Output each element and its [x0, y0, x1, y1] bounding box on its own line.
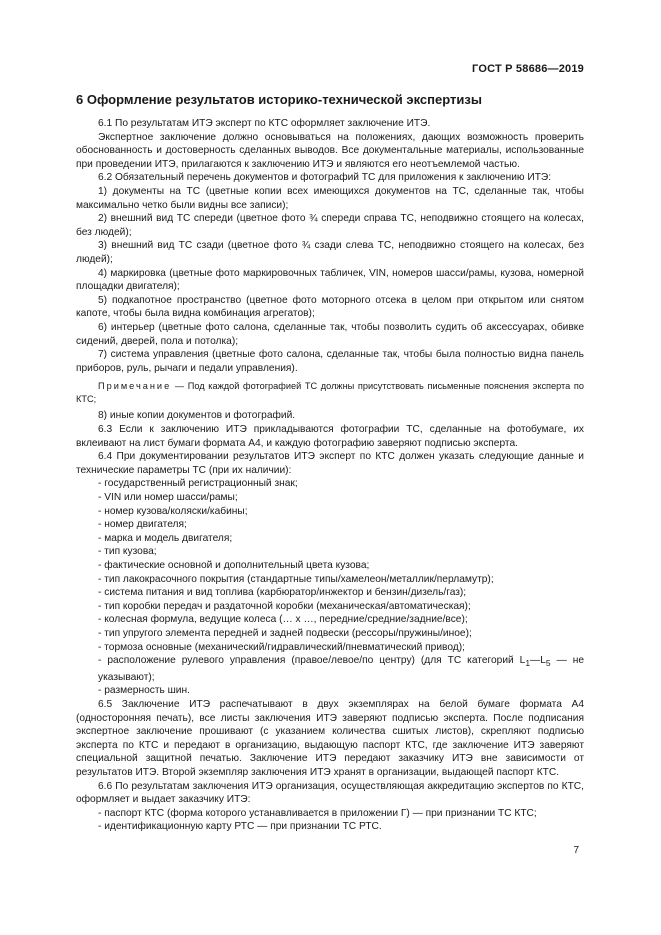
list-item: 3) внешний вид ТС сзади (цветное фото ¾ сзади слева ТС, неподвижно стоящего на колесах, без людей);	[76, 240, 584, 265]
list-item: - номер кузова/коляски/кабины;	[98, 505, 248, 517]
list-item: - номер двигателя;	[98, 519, 187, 531]
paragraph-6-2-intro: 6.2 Обязательный перечень документов и фотографий ТС для приложения к заключению ИТЭ:	[98, 172, 552, 184]
list-item: - идентификационную карту РТС — при признании ТС РТС.	[98, 821, 382, 833]
list-item: - паспорт КТС (форма которого устанавливается в приложении Г) — при признании ТС КТС;	[98, 807, 537, 819]
paragraph-6-3: 6.3 Если к заключению ИТЭ прикладываются фотографии ТС, сделанные на фотобумаге, их вклеивают на лист бумаги формата А4, и каждую фотографию заверяют подписью эксперта.	[76, 424, 584, 449]
list-item: - фактические основной и дополнительный цвета кузова;	[98, 560, 370, 571]
list-item: - размерность шин.	[98, 685, 190, 697]
subscript: 5	[545, 658, 551, 669]
steering-range: —L	[530, 655, 546, 667]
list-item: 2) внешний вид ТС спереди (цветное фото ¾ спереди справа ТС, неподвижно стоящего на колесах, без людей);	[76, 213, 584, 238]
list-item: 7) система управления (цветные фото салона, сделанные так, чтобы была полностью видна панель приборов, руль, рычаги и педали управления).	[76, 349, 584, 374]
paragraph-6-1-body: Экспертное заключение должно основываться на положениях, дающих возможность проверить обоснованность и достоверность сделанных выводов. Все документальные материалы, использованные при проведении ИТЭ, прилагаются к заключению ИТЭ и являются его неотъемлемой частью.	[76, 131, 584, 170]
document-body	[76, 92, 584, 834]
list-item: - колесная формула, ведущие колеса (… х …, передние/средние/задние/все);	[98, 614, 468, 626]
list-item-steering	[76, 654, 584, 684]
list-item: 6) интерьер (цветные фото салона, сделанные так, чтобы позволить судить об аксессуарах, обивке сидений, дверей, пола и потолка);	[76, 321, 584, 347]
note-text: — Под каждой фотографией ТС должны присутствовать письменные пояснения эксперта по КТС;	[76, 381, 584, 404]
standard-designation: ГОСТ Р 58686—2019	[472, 63, 584, 75]
list-item: 8) иные копии документов и фотографий.	[98, 410, 296, 422]
steering-text-end: — не указывают);	[98, 655, 585, 683]
paragraph-6-1: 6.1 По результатам ИТЭ эксперт по КТС оформляет заключение ИТЭ.	[98, 118, 431, 129]
section-title: 6 Оформление результатов историко-технической экспертизы	[76, 92, 482, 107]
steering-text: - расположение рулевого управления (правое/левое/по центру) (для ТС категорий L	[98, 655, 526, 667]
list-item: - система питания и вид топлива (карбюратор/инжектор и бензин/дизель/газ);	[98, 587, 467, 599]
list-item: 4) маркировка (цветные фото маркировочных табличек, VIN, номеров шасси/рамы, кузова, номерной площадки двигателя);	[76, 267, 584, 293]
list-item: - марка и модель двигателя;	[98, 532, 233, 544]
subscript: 1	[525, 658, 531, 669]
list-item: - тормоза основные (механический/гидравлический/пневматический привод);	[98, 641, 465, 653]
paragraph-6-4-intro: 6.4 При документировании результатов ИТЭ эксперт по КТС должен указать следующие данные и технические параметры ТС (при их наличии):	[76, 451, 584, 476]
list-item: - VIN или номер шасси/рамы;	[98, 492, 238, 504]
list-item: - государственный регистрационный знак;	[98, 478, 298, 490]
page-number: 7	[573, 845, 579, 856]
list-item: 5) подкапотное пространство (цветное фото моторного отсека в целом при открытом или снятом капоте, чтобы была видна комбинация агрегатов);	[76, 294, 584, 320]
paragraph-6-5: 6.5 Заключение ИТЭ распечатывают в двух экземплярах на белой бумаге формата А4 (односторонняя печать), все листы заключения ИТЭ заверяют подписью эксперта. После подписания экспертное заключение прошивают (с указанием количества сшитых листов), скрепляют подписью эксперта по КТС и передают в организацию, выдающую паспорт КТС, где заключение ИТЭ заверяют специальной защитной печатью. Заключение ИТЭ передают заказчику ИТЭ вне зависимости от результатов ИТЭ. Второй экземпляр заключения ИТЭ хранят в организации, выдающей паспорт КТС.	[76, 698, 584, 778]
list-item: - тип кузова;	[98, 546, 157, 558]
list-item: - тип коробки передач и раздаточной коробки (механическая/автоматическая);	[98, 600, 471, 612]
note	[76, 380, 584, 405]
list-item: - тип лакокрасочного покрытия (стандартные типы/хамелеон/металлик/перламутр);	[98, 573, 494, 585]
paragraph-6-6-intro: 6.6 По результатам заключения ИТЭ организация, осуществляющая аккредитацию экспертов по КТС, оформляет и выдает заказчику ИТЭ:	[76, 780, 584, 806]
list-item: 1) документы на ТС (цветные копии всех имеющихся документов на ТС, сделанные так, чтобы максимально четко были видны все записи);	[76, 185, 584, 211]
list-item: - тип упругого элемента передней и задней подвески (рессоры/пружины/иное);	[98, 627, 472, 639]
note-label: Примечание	[98, 381, 172, 392]
